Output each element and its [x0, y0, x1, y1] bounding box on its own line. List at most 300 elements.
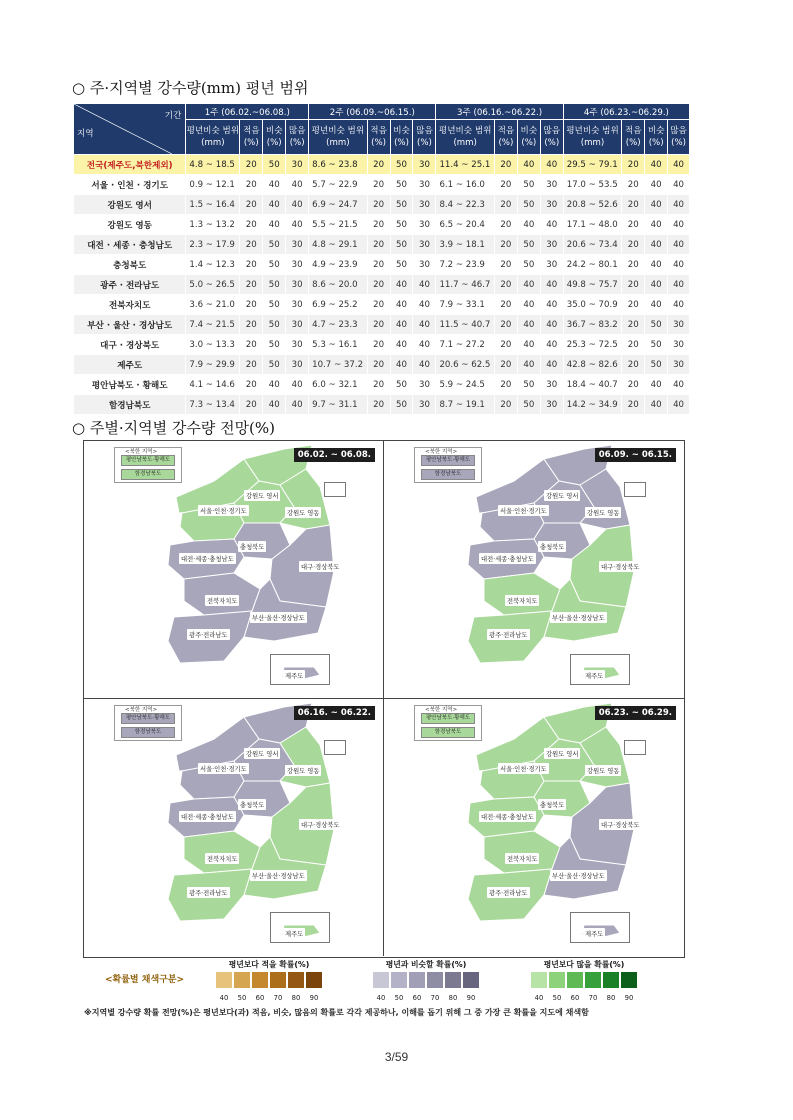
range-cell: 11.4 ~ 25.1 — [436, 155, 494, 175]
range-cell: 35.0 ~ 70.9 — [563, 295, 621, 315]
subheader: 많음 (%) — [668, 120, 690, 155]
region-cell: 대전 · 세종 · 충청남도 — [74, 235, 186, 255]
map-date-label: 06.09. ~ 06.15. — [595, 448, 676, 462]
map-label-gwangju: 광주·전라남도 — [487, 629, 530, 640]
map-label-daegu: 대구·경상북도 — [299, 561, 342, 572]
north-korea-box — [414, 705, 482, 741]
region-jeonbuk — [184, 573, 260, 615]
probability-cell: 30 — [286, 355, 309, 375]
range-cell: 1.5 ~ 16.4 — [186, 195, 240, 215]
range-cell: 7.4 ~ 21.5 — [186, 315, 240, 335]
probability-cell: 20 — [240, 355, 263, 375]
legend-swatch — [216, 972, 232, 988]
probability-cell: 30 — [286, 155, 309, 175]
probability-cell: 20 — [622, 255, 645, 275]
probability-cell: 30 — [413, 195, 436, 215]
region-cell: 전북자치도 — [74, 295, 186, 315]
probability-cell: 50 — [390, 175, 413, 195]
probability-cell: 40 — [645, 195, 668, 215]
probability-cell: 30 — [413, 375, 436, 395]
probability-cell: 20 — [367, 315, 390, 335]
region-cell: 함경남북도 — [74, 395, 186, 415]
legend-swatch — [603, 972, 619, 988]
week-header: 1주 (06.02.~06.08.) — [186, 104, 309, 120]
table-row — [74, 335, 690, 355]
range-cell: 11.7 ~ 46.7 — [436, 275, 494, 295]
range-cell: 3.6 ~ 21.0 — [186, 295, 240, 315]
probability-cell: 50 — [263, 275, 286, 295]
range-cell: 14.2 ~ 34.9 — [563, 395, 621, 415]
range-cell: 8.7 ~ 19.1 — [436, 395, 494, 415]
subheader: 적음 (%) — [622, 120, 645, 155]
map-label-gwangju: 광주·전라남도 — [187, 887, 230, 898]
probability-cell: 20 — [494, 175, 517, 195]
map-label-seoul: 서울·인천·경기도 — [198, 505, 249, 516]
subheader: 비슷 (%) — [517, 120, 540, 155]
probability-cell: 30 — [668, 355, 690, 375]
probability-cell: 40 — [668, 255, 690, 275]
outlook-map-week4 — [384, 699, 684, 956]
page-number: 3/59 — [384, 1050, 409, 1064]
range-cell: 8.6 ~ 23.8 — [309, 155, 367, 175]
probability-cell: 20 — [494, 275, 517, 295]
probability-cell: 20 — [622, 195, 645, 215]
probability-cell: 20 — [367, 275, 390, 295]
probability-cell: 50 — [517, 395, 540, 415]
probability-cell: 40 — [540, 275, 563, 295]
range-cell: 29.5 ~ 79.1 — [563, 155, 621, 175]
north-korea-box — [114, 447, 182, 483]
probability-cell: 20 — [494, 255, 517, 275]
map-date-label: 06.02. ~ 06.08. — [294, 448, 375, 462]
range-cell: 8.6 ~ 20.0 — [309, 275, 367, 295]
map-label-gangwon-west: 강원도 영서 — [244, 748, 280, 759]
island-inset-frame — [324, 482, 346, 497]
range-cell: 17.1 ~ 48.0 — [563, 215, 621, 235]
map-label-chungbuk: 충청북도 — [238, 541, 266, 552]
map-label-gangwon-east: 강원도 영동 — [285, 507, 321, 518]
map-label-busan: 부산·울산·경상남도 — [550, 612, 607, 623]
map-date-label: 06.16. ~ 06.22. — [294, 706, 375, 720]
probability-cell: 40 — [517, 215, 540, 235]
map-label-seoul: 서울·인천·경기도 — [198, 763, 249, 774]
map-label-busan: 부산·울산·경상남도 — [550, 870, 607, 881]
probability-cell: 40 — [540, 315, 563, 335]
range-cell: 2.3 ~ 17.9 — [186, 235, 240, 255]
map-date-label: 06.23. ~ 06.29. — [595, 706, 676, 720]
map-label-chungbuk: 충청북도 — [538, 541, 566, 552]
probability-cell: 20 — [367, 375, 390, 395]
map-label-jeju: 제주도 — [283, 670, 305, 681]
probability-cell: 40 — [263, 375, 286, 395]
nk-pyongan-label: 평안남북도·황해도 — [121, 713, 175, 724]
legend-swatch — [445, 972, 461, 988]
table-row — [74, 235, 690, 255]
probability-cell: 40 — [668, 275, 690, 295]
probability-cell: 20 — [622, 355, 645, 375]
probability-cell: 40 — [390, 335, 413, 355]
range-cell: 7.9 ~ 29.9 — [186, 355, 240, 375]
probability-cell: 30 — [286, 295, 309, 315]
probability-cell: 50 — [517, 175, 540, 195]
probability-cell: 40 — [645, 155, 668, 175]
outlook-map-week2 — [384, 441, 684, 699]
range-cell: 6.0 ~ 32.1 — [309, 375, 367, 395]
probability-cell: 40 — [540, 295, 563, 315]
probability-cell: 40 — [390, 315, 413, 335]
probability-cell: 30 — [413, 235, 436, 255]
legend-ticks — [372, 994, 480, 1002]
nk-hamgyeong-label: 함경남북도 — [421, 469, 475, 480]
probability-cell: 40 — [517, 295, 540, 315]
probability-cell: 30 — [286, 235, 309, 255]
probability-cell: 20 — [494, 215, 517, 235]
probability-cell: 40 — [263, 215, 286, 235]
probability-cell: 50 — [517, 235, 540, 255]
subheader: 적음 (%) — [240, 120, 263, 155]
region-jeonbuk — [484, 573, 560, 615]
range-cell: 5.5 ~ 21.5 — [309, 215, 367, 235]
range-cell: 25.3 ~ 72.5 — [563, 335, 621, 355]
probability-cell: 30 — [286, 255, 309, 275]
legend-title: <확률별 채색구분> — [105, 975, 185, 985]
corner-diagonal — [74, 104, 172, 154]
probability-cell: 20 — [494, 395, 517, 415]
map-label-gangwon-west: 강원도 영서 — [544, 490, 580, 501]
legend-tick: 50 — [394, 994, 404, 1002]
subheader: 평년비슷 범위(mm) — [186, 120, 240, 155]
region-cell: 부산 · 울산 · 경상남도 — [74, 315, 186, 335]
nk-pyongan-label: 평안남북도·황해도 — [121, 455, 175, 466]
range-cell: 24.2 ~ 80.1 — [563, 255, 621, 275]
map-label-gangwon-west: 강원도 영서 — [244, 490, 280, 501]
range-cell: 7.3 ~ 13.4 — [186, 395, 240, 415]
range-cell: 1.4 ~ 12.3 — [186, 255, 240, 275]
precipitation-range-table — [73, 103, 690, 415]
probability-cell: 40 — [668, 155, 690, 175]
legend-swatch — [585, 972, 601, 988]
probability-cell: 20 — [494, 375, 517, 395]
probability-cell: 20 — [240, 235, 263, 255]
table-row — [74, 175, 690, 195]
legend-tick: 90 — [466, 994, 476, 1002]
probability-cell: 40 — [390, 355, 413, 375]
range-cell: 4.8 ~ 18.5 — [186, 155, 240, 175]
probability-cell: 50 — [645, 315, 668, 335]
legend-tick: 80 — [448, 994, 458, 1002]
legend-tick: 90 — [309, 994, 319, 1002]
probability-cell: 20 — [494, 195, 517, 215]
probability-cell: 20 — [622, 295, 645, 315]
probability-cell: 50 — [390, 395, 413, 415]
map-label-chungbuk: 충청북도 — [238, 799, 266, 810]
probability-cell: 50 — [263, 155, 286, 175]
probability-cell: 20 — [240, 395, 263, 415]
map-label-seoul: 서울·인천·경기도 — [498, 505, 549, 516]
map-label-chungnam: 대전·세종·충청남도 — [179, 811, 236, 822]
island-inset-frame — [624, 740, 646, 755]
legend-swatch — [391, 972, 407, 988]
probability-cell: 40 — [517, 355, 540, 375]
legend-swatch — [621, 972, 637, 988]
map-label-gwangju: 광주·전라남도 — [487, 887, 530, 898]
table-row — [74, 395, 690, 415]
probability-cell: 40 — [413, 275, 436, 295]
range-cell: 5.3 ~ 16.1 — [309, 335, 367, 355]
probability-cell: 20 — [240, 195, 263, 215]
map-label-jeonbuk: 전북자치도 — [205, 595, 239, 606]
probability-cell: 20 — [240, 275, 263, 295]
probability-cell: 20 — [622, 335, 645, 355]
legend-tick: 60 — [412, 994, 422, 1002]
probability-cell: 30 — [286, 315, 309, 335]
probability-cell: 40 — [668, 235, 690, 255]
probability-cell: 30 — [413, 215, 436, 235]
probability-cell: 50 — [390, 375, 413, 395]
range-cell: 6.5 ~ 20.4 — [436, 215, 494, 235]
probability-cell: 20 — [622, 155, 645, 175]
probability-cell: 50 — [517, 255, 540, 275]
subheader: 많음 (%) — [413, 120, 436, 155]
probability-cell: 20 — [367, 155, 390, 175]
probability-cell: 20 — [240, 215, 263, 235]
probability-cell: 40 — [668, 395, 690, 415]
probability-cell: 40 — [517, 315, 540, 335]
probability-cell: 40 — [286, 215, 309, 235]
range-cell: 20.8 ~ 52.6 — [563, 195, 621, 215]
region-cell: 강원도 영동 — [74, 215, 186, 235]
probability-cell: 20 — [494, 315, 517, 335]
legend-swatch — [288, 972, 304, 988]
map-label-chungnam: 대전·세종·충청남도 — [179, 553, 236, 564]
nk-pyongan-label: 평안남북도·황해도 — [421, 455, 475, 466]
region-cell: 제주도 — [74, 355, 186, 375]
probability-cell: 40 — [263, 395, 286, 415]
subheader: 비슷 (%) — [263, 120, 286, 155]
probability-cell: 20 — [367, 195, 390, 215]
probability-cell: 50 — [263, 255, 286, 275]
range-cell: 17.0 ~ 53.5 — [563, 175, 621, 195]
legend-tick: 40 — [534, 994, 544, 1002]
nk-hamgyeong-label: 함경남북도 — [421, 727, 475, 738]
region-jeonbuk — [484, 831, 560, 873]
legend-color-bar — [373, 972, 481, 988]
probability-cell: 20 — [622, 175, 645, 195]
table-row — [74, 195, 690, 215]
north-korea-title: <북한 지역> — [425, 707, 458, 713]
probability-cell: 40 — [517, 335, 540, 355]
table-row — [74, 295, 690, 315]
probability-cell: 20 — [240, 255, 263, 275]
north-korea-title: <북한 지역> — [425, 449, 458, 455]
probability-cell: 30 — [413, 395, 436, 415]
table-row — [74, 155, 690, 175]
probability-cell: 30 — [286, 335, 309, 355]
range-cell: 10.7 ~ 37.2 — [309, 355, 367, 375]
map-label-gangwon-east: 강원도 영동 — [585, 765, 621, 776]
region-cell: 서울 · 인천 · 경기도 — [74, 175, 186, 195]
subheader: 적음 (%) — [367, 120, 390, 155]
probability-cell: 20 — [367, 335, 390, 355]
probability-cell: 40 — [668, 195, 690, 215]
probability-cell: 50 — [645, 355, 668, 375]
probability-cell: 40 — [668, 295, 690, 315]
probability-cell: 20 — [240, 155, 263, 175]
probability-cell: 50 — [263, 295, 286, 315]
legend-swatch — [234, 972, 250, 988]
subheader: 많음 (%) — [540, 120, 563, 155]
probability-cell: 40 — [540, 155, 563, 175]
legend-ticks — [530, 994, 638, 1002]
probability-cell: 20 — [622, 395, 645, 415]
probability-cell: 30 — [413, 175, 436, 195]
island-inset-frame — [624, 482, 646, 497]
north-korea-title: <북한 지역> — [125, 707, 158, 713]
range-cell: 36.7 ~ 83.2 — [563, 315, 621, 335]
map-label-jeju: 제주도 — [283, 928, 305, 939]
table-corner-header — [74, 104, 186, 155]
map-label-seoul: 서울·인천·경기도 — [498, 763, 549, 774]
map-label-chungnam: 대전·세종·충청남도 — [479, 553, 536, 564]
subheader: 평년비슷 범위(mm) — [436, 120, 494, 155]
probability-cell: 40 — [413, 295, 436, 315]
nk-pyongan-label: 평안남북도·황해도 — [421, 713, 475, 724]
table-row — [74, 275, 690, 295]
range-cell: 7.2 ~ 23.9 — [436, 255, 494, 275]
probability-cell: 40 — [540, 335, 563, 355]
range-cell: 6.9 ~ 24.7 — [309, 195, 367, 215]
region-cell: 충청북도 — [74, 255, 186, 275]
probability-cell: 30 — [540, 195, 563, 215]
region-cell: 강원도 영서 — [74, 195, 186, 215]
map-label-daegu: 대구·경상북도 — [599, 561, 642, 572]
range-cell: 4.7 ~ 23.3 — [309, 315, 367, 335]
map-label-busan: 부산·울산·경상남도 — [250, 612, 307, 623]
table-row — [74, 355, 690, 375]
map-label-gangwon-east: 강원도 영동 — [585, 507, 621, 518]
probability-cell: 20 — [367, 355, 390, 375]
north-korea-box — [414, 447, 482, 483]
legend-tick: 50 — [552, 994, 562, 1002]
legend-tick: 90 — [624, 994, 634, 1002]
range-cell: 18.4 ~ 40.7 — [563, 375, 621, 395]
map-label-jeju: 제주도 — [583, 670, 605, 681]
region-cell: 평안남북도 · 황해도 — [74, 375, 186, 395]
probability-cell: 50 — [517, 375, 540, 395]
probability-cell: 20 — [240, 295, 263, 315]
legend-swatch — [567, 972, 583, 988]
range-cell: 0.9 ~ 12.1 — [186, 175, 240, 195]
probability-cell: 40 — [668, 375, 690, 395]
range-cell: 4.8 ~ 29.1 — [309, 235, 367, 255]
probability-cell: 40 — [645, 175, 668, 195]
probability-cell: 20 — [367, 395, 390, 415]
map-label-gangwon-east: 강원도 영동 — [285, 765, 321, 776]
probability-cell: 20 — [367, 175, 390, 195]
week-header: 4주 (06.23.~06.29.) — [563, 104, 689, 120]
probability-cell: 40 — [263, 175, 286, 195]
probability-cell: 20 — [367, 295, 390, 315]
probability-cell: 20 — [240, 315, 263, 335]
legend-tick: 50 — [237, 994, 247, 1002]
legend-tick: 80 — [291, 994, 301, 1002]
footnote: ※지역별 강수량 확률 전망(%)은 평년보다(과) 적음, 비슷, 많음의 확률로 각각 제공하나, 이해를 돕기 위해 그 중 가장 큰 확률을 지도에 채색함 — [84, 1008, 589, 1017]
probability-cell: 50 — [390, 255, 413, 275]
legend-swatch — [306, 972, 322, 988]
probability-cell: 20 — [622, 315, 645, 335]
legend-color-bar — [531, 972, 639, 988]
range-cell: 7.1 ~ 27.2 — [436, 335, 494, 355]
probability-cell: 40 — [645, 395, 668, 415]
region-cell: 대구 · 경상북도 — [74, 335, 186, 355]
table-row — [74, 215, 690, 235]
corner-period-label: 기간 — [164, 111, 182, 121]
probability-cell: 30 — [540, 375, 563, 395]
probability-legend — [82, 959, 692, 1004]
probability-cell: 50 — [263, 315, 286, 335]
probability-cell: 40 — [540, 215, 563, 235]
legend-tick: 70 — [273, 994, 283, 1002]
north-korea-title: <북한 지역> — [125, 449, 158, 455]
probability-cell: 40 — [286, 195, 309, 215]
legend-tick: 60 — [255, 994, 265, 1002]
probability-cell: 20 — [240, 335, 263, 355]
legend-tick: 40 — [376, 994, 386, 1002]
map-label-jeonbuk: 전북자치도 — [205, 853, 239, 864]
range-cell: 7.9 ~ 33.1 — [436, 295, 494, 315]
probability-cell: 20 — [494, 335, 517, 355]
corner-region-label: 지역 — [77, 129, 94, 139]
legend-tick: 80 — [606, 994, 616, 1002]
map-label-jeonbuk: 전북자치도 — [505, 595, 539, 606]
probability-cell: 20 — [240, 375, 263, 395]
legend-color-bar — [216, 972, 324, 988]
probability-cell: 30 — [540, 255, 563, 275]
range-cell: 42.8 ~ 82.6 — [563, 355, 621, 375]
legend-group-label: 평년보다 적을 확률(%) — [228, 960, 310, 969]
legend-ticks — [215, 994, 323, 1002]
legend-swatch — [549, 972, 565, 988]
probability-cell: 30 — [413, 255, 436, 275]
subheader: 비슷 (%) — [390, 120, 413, 155]
legend-swatch — [463, 972, 479, 988]
probability-cell: 40 — [517, 155, 540, 175]
range-cell: 11.5 ~ 40.7 — [436, 315, 494, 335]
table-row — [74, 375, 690, 395]
probability-cell: 20 — [622, 375, 645, 395]
probability-cell: 40 — [263, 195, 286, 215]
map-label-gwangju: 광주·전라남도 — [187, 629, 230, 640]
map-label-busan: 부산·울산·경상남도 — [250, 870, 307, 881]
probability-cell: 20 — [367, 235, 390, 255]
probability-cell: 40 — [413, 335, 436, 355]
subheader: 평년비슷 범위(mm) — [563, 120, 621, 155]
table-row — [74, 255, 690, 275]
probability-cell: 30 — [540, 395, 563, 415]
map-label-gangwon-west: 강원도 영서 — [544, 748, 580, 759]
probability-cell: 50 — [263, 355, 286, 375]
subheader: 많음 (%) — [286, 120, 309, 155]
probability-cell: 40 — [645, 295, 668, 315]
map-label-daegu: 대구·경상북도 — [299, 819, 342, 830]
range-cell: 6.1 ~ 16.0 — [436, 175, 494, 195]
probability-cell: 50 — [390, 155, 413, 175]
probability-cell: 40 — [668, 215, 690, 235]
probability-cell: 40 — [390, 275, 413, 295]
legend-group-label: 평년과 비슷할 확률(%) — [385, 960, 467, 969]
probability-cell: 50 — [263, 335, 286, 355]
probability-cell: 40 — [540, 355, 563, 375]
